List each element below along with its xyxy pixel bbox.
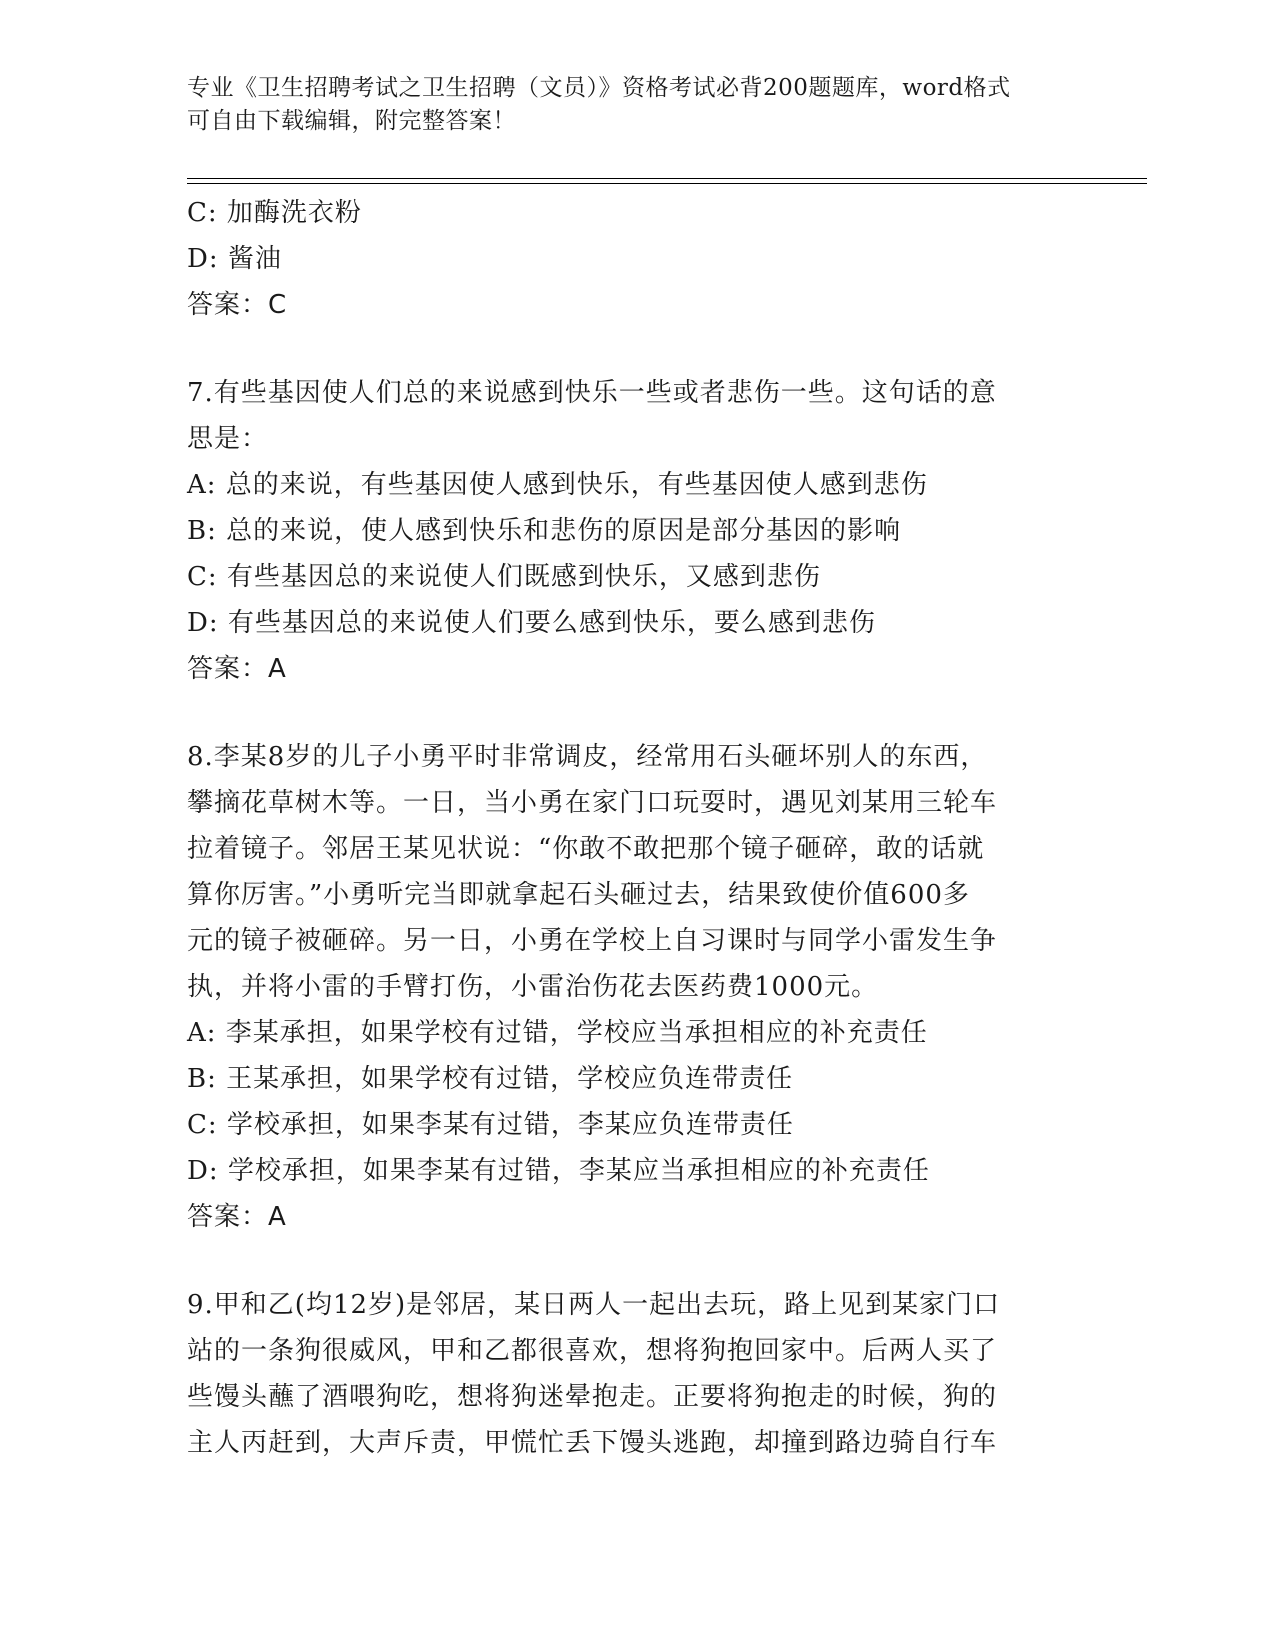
page-header [187,72,1087,138]
question-7 [187,370,1087,692]
question-stem-line: 9.甲和乙(均12岁)是邻居，某日两人一起出去玩，路上见到某家门口 [187,1290,1001,1320]
answer: 答案：C [187,290,288,320]
question-stem-line: 元的镜子被砸碎。另一日，小勇在学校上自习课时与同学小雷发生争 [187,926,998,956]
option-a: A: 总的来说，有些基因使人感到快乐，有些基因使人感到悲伤 [187,470,928,500]
question-list [187,190,1087,1466]
question-8 [187,734,1087,1240]
answer: 答案：A [187,1202,287,1232]
question-stem-line: 拉着镜子。邻居王某见状说：“你敢不敢把那个镜子砸碎，敢的话就 [187,834,985,864]
question-stem-line: 站的一条狗很威风，甲和乙都很喜欢，想将狗抱回家中。后两人买了 [187,1336,998,1366]
option-b: B: 总的来说，使人感到快乐和悲伤的原因是部分基因的影响 [187,516,902,546]
question-9 [187,1282,1087,1466]
question-stem-line: 算你厉害。”小勇听完当即就拿起石头砸过去，结果致使价值600多 [187,880,970,910]
question-stem-line: 思是： [187,424,269,454]
option-b: B: 王某承担，如果学校有过错，学校应负连带责任 [187,1064,794,1094]
option-d: D: 酱油 [187,244,282,274]
header-divider [187,183,1147,184]
question-stem-line: 些馒头蘸了酒喂狗吃，想将狗迷晕抱走。正要将狗抱走的时候，狗的 [187,1382,998,1412]
option-c: C: 有些基因总的来说使人们既感到快乐，又感到悲伤 [187,562,821,592]
header-divider [187,178,1147,179]
option-a: A: 李某承担，如果学校有过错，学校应当承担相应的补充责任 [187,1018,928,1048]
question-stem-line: 执，并将小雷的手臂打伤，小雷治伤花去医药费1000元。 [187,972,879,1002]
question-stem-line: 攀摘花草树木等。一日，当小勇在家门口玩耍时，遇见刘某用三轮车 [187,788,998,818]
answer: 答案：A [187,654,287,684]
question-stem-line: 8.李某8岁的儿子小勇平时非常调皮，经常用石头砸坏别人的东西， [187,742,988,772]
option-c: C: 学校承担，如果李某有过错，李某应负连带责任 [187,1110,794,1140]
question-6-tail [187,190,1087,328]
question-stem-line: 主人丙赶到，大声斥责，甲慌忙丢下馒头逃跑，却撞到路边骑自行车 [187,1428,998,1458]
option-d: D: 学校承担，如果李某有过错，李某应当承担相应的补充责任 [187,1156,930,1186]
header-title-line: 专业《卫生招聘考试之卫生招聘（文员）》资格考试必背200题题库，word格式 [187,75,1011,101]
header-title-line: 可自由下载编辑，附完整答案！ [187,108,516,134]
option-c: C: 加酶洗衣粉 [187,198,362,228]
option-d: D: 有些基因总的来说使人们要么感到快乐，要么感到悲伤 [187,608,876,638]
question-stem-line: 7.有些基因使人们总的来说感到快乐一些或者悲伤一些。这句话的意 [187,378,997,408]
